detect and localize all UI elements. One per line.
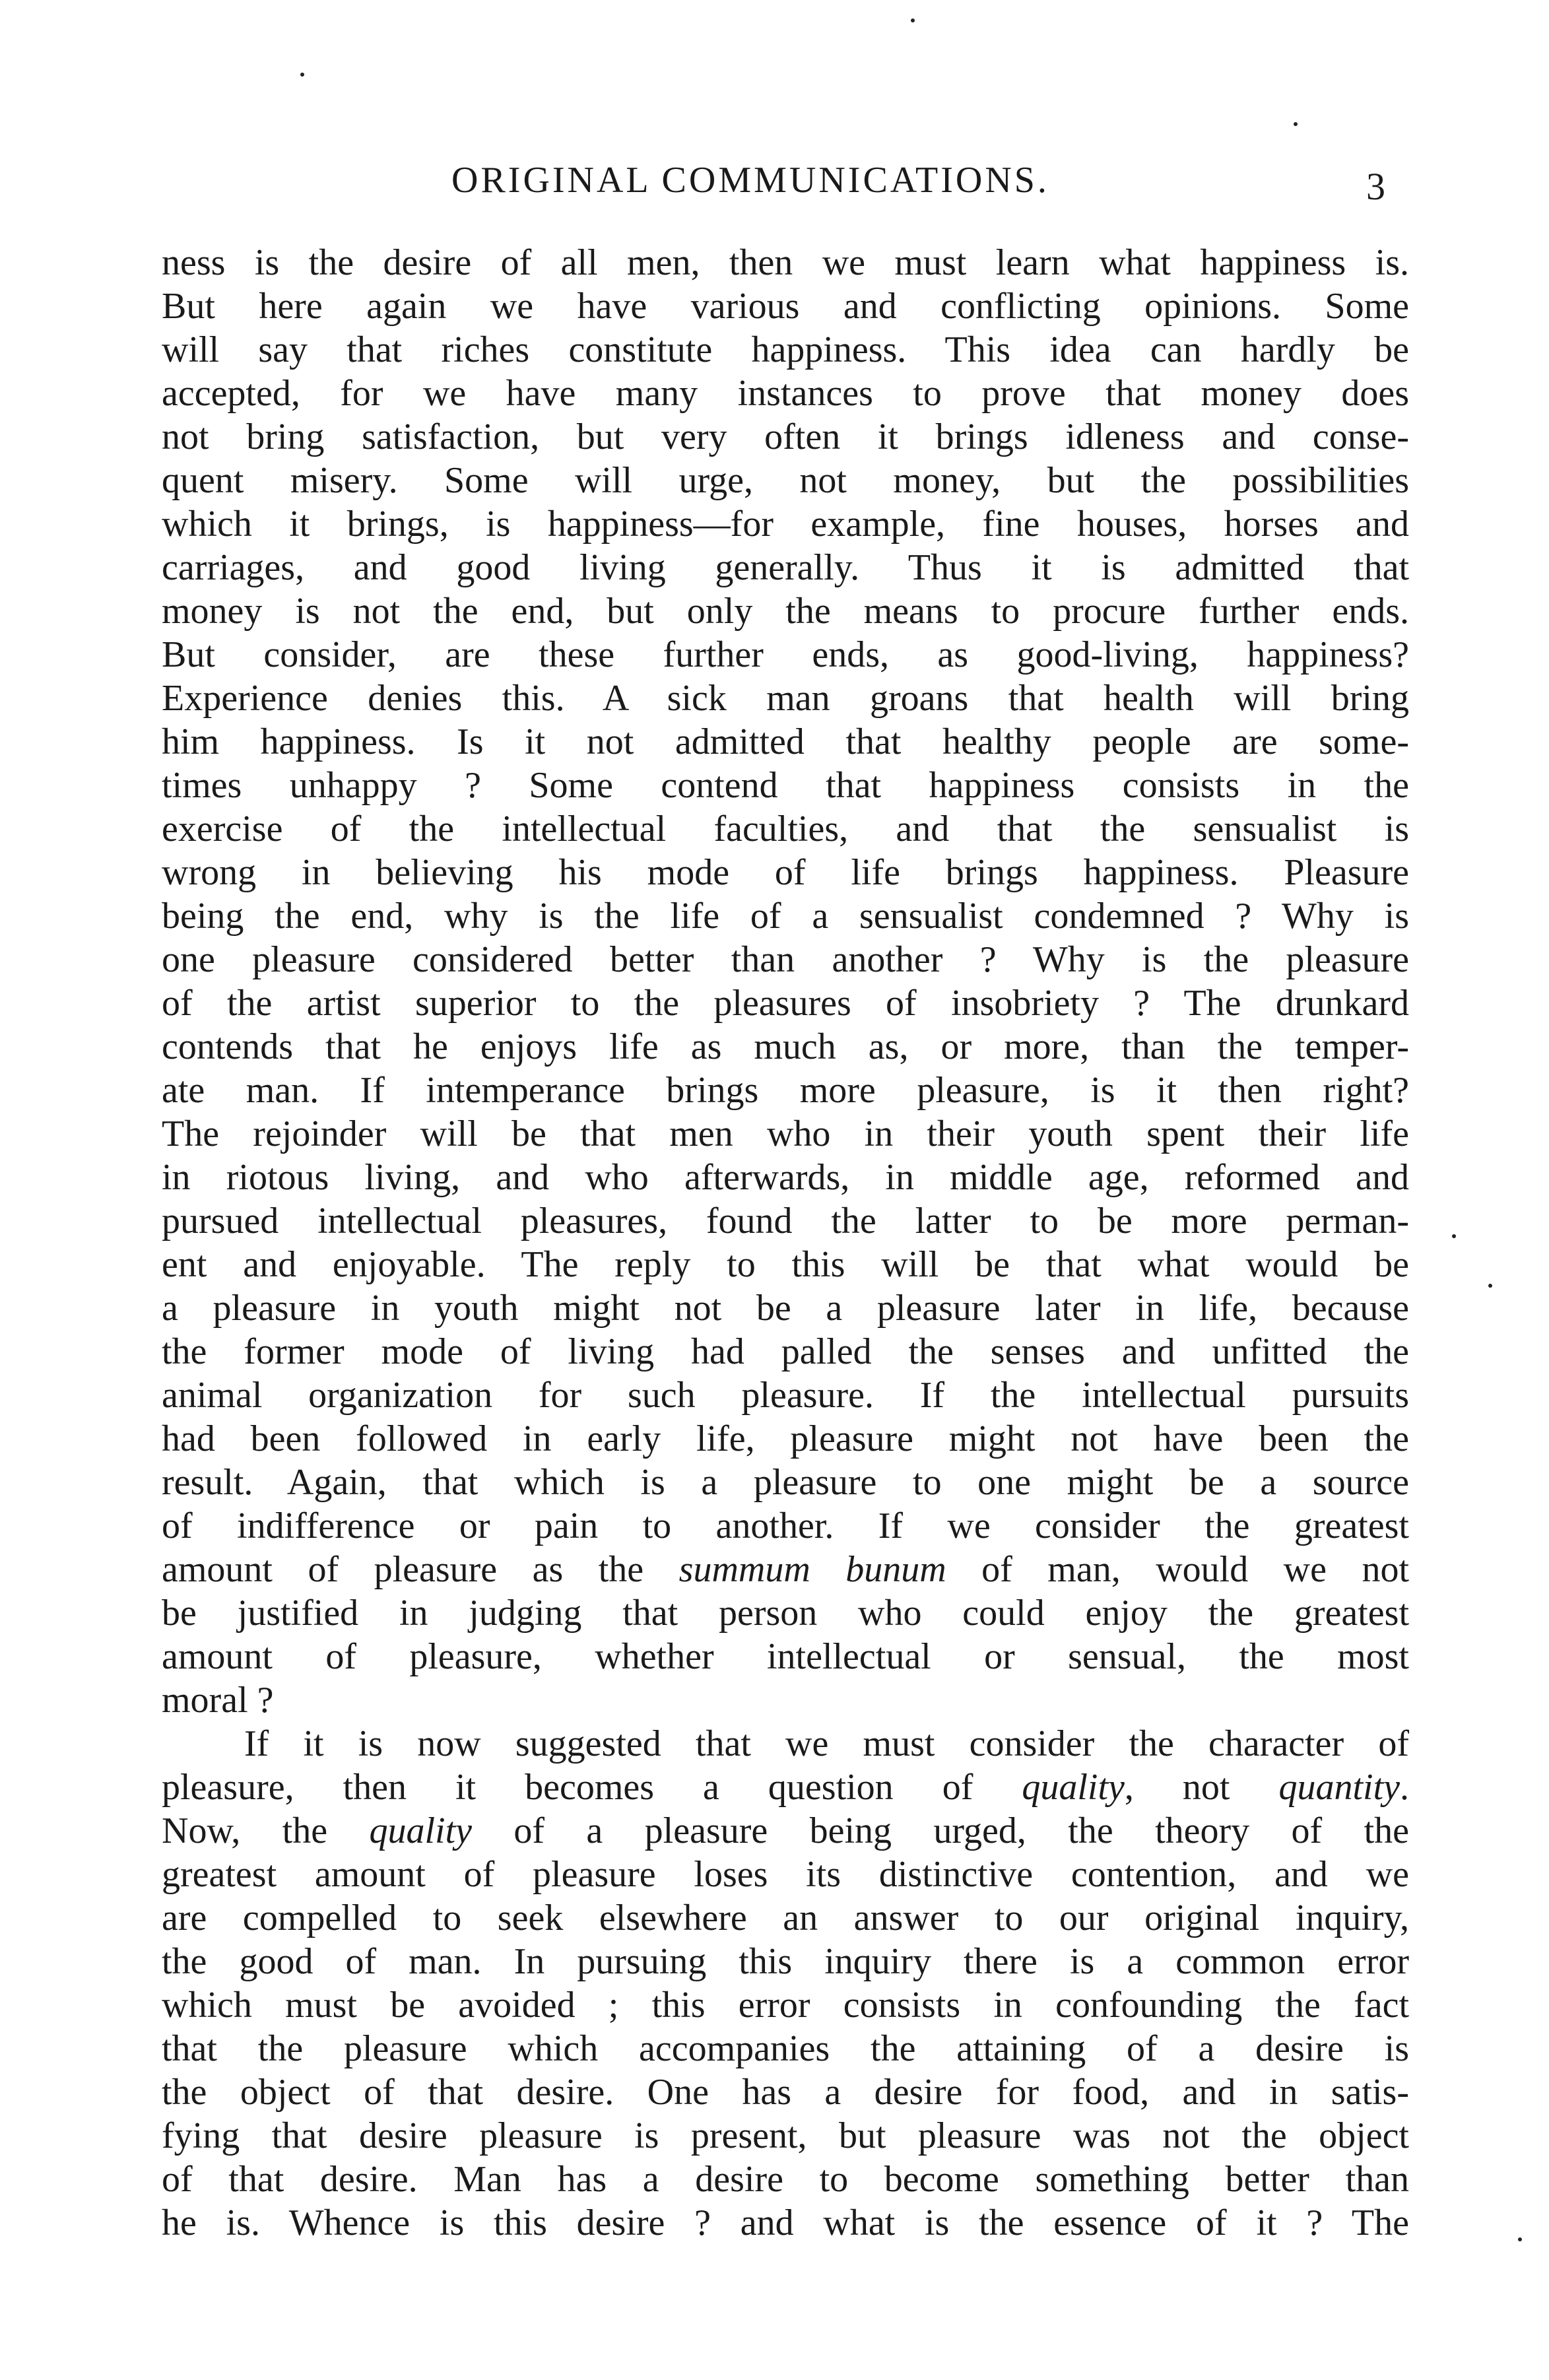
text-run: amount of pleasure as the xyxy=(162,1549,679,1590)
text-line: ate man. If intemperance brings more pleasure, is it then right? xyxy=(162,1070,1409,1111)
text-run: Now, the xyxy=(162,1810,370,1851)
text-line: money is not the end, but only the means to procure further ends. xyxy=(162,591,1409,632)
page-number: 3 xyxy=(1366,165,1385,208)
text-line: a pleasure in youth might not be a pleasure later in life, because xyxy=(162,1288,1409,1329)
text-line: fying that desire pleasure is present, but pleasure was not the object xyxy=(162,2115,1409,2156)
text-line: not bring satisfaction, but very often it brings idleness and conse- xyxy=(162,416,1409,457)
text-line: result. Again, that which is a pleasure to one might be a source xyxy=(162,1462,1409,1503)
text-line xyxy=(162,1766,1409,1809)
text-line: But here again we have various and conflicting opinions. Some xyxy=(162,286,1409,327)
text-line: of the artist superior to the pleasures of insobriety ? The drunkard xyxy=(162,983,1409,1024)
print-speck xyxy=(911,18,915,22)
text-line: being the end, why is the life of a sensualist condemned ? Why is xyxy=(162,896,1409,937)
text-line: which must be avoided ; this error consists in confounding the fact xyxy=(162,1985,1409,2026)
text-line: carriages, and good living generally. Thus it is admitted that xyxy=(162,547,1409,588)
emphasis-quality: quality xyxy=(1022,1767,1125,1808)
text-line: be justified in judging that person who could enjoy the greatest xyxy=(162,1593,1409,1634)
print-speck xyxy=(1488,1284,1492,1288)
text-line: The rejoinder will be that men who in their youth spent their life xyxy=(162,1113,1409,1154)
running-head xyxy=(0,157,1549,208)
text-line: he is. Whence is this desire ? and what is the essence of it ? The xyxy=(162,2202,1409,2243)
text-run: of a pleasure being urged, the theory of the xyxy=(471,1810,1410,1851)
text-run: of man, would we not xyxy=(946,1549,1410,1590)
print-speck xyxy=(300,73,304,77)
text-line: pursued intellectual pleasures, found the latter to be more perman- xyxy=(162,1201,1409,1241)
text-line xyxy=(162,1548,1409,1591)
text-line: But consider, are these further ends, as good-living, happiness? xyxy=(162,634,1409,675)
text-line: amount of pleasure, whether intellectual or sensual, the most xyxy=(162,1636,1409,1677)
text-line: him happiness. Is it not admitted that healthy people are some- xyxy=(162,721,1409,762)
paragraph-start-line: If it is now suggested that we must consider the character of xyxy=(244,1723,1409,1764)
text-line: animal organization for such pleasure. If the intellectual pursuits xyxy=(162,1375,1409,1416)
text-line: of that desire. Man has a desire to become something better than xyxy=(162,2159,1409,2200)
text-line: that the pleasure which accompanies the attaining of a desire is xyxy=(162,2028,1409,2069)
running-title: ORIGINAL COMMUNICATIONS. xyxy=(451,160,1049,201)
text-line: had been followed in early life, pleasure might not have been the xyxy=(162,1418,1409,1459)
text-run: . xyxy=(1400,1767,1409,1808)
emphasis-quantity: quantity xyxy=(1278,1767,1400,1808)
text-run: pleasure, then it becomes a question of xyxy=(162,1767,1022,1808)
text-line xyxy=(162,1809,1409,1853)
text-line: ent and enjoyable. The reply to this will be that what would be xyxy=(162,1244,1409,1285)
text-line: in riotous living, and who afterwards, in middle age, reformed and xyxy=(162,1157,1409,1198)
text-line: the former mode of living had palled the senses and unfitted the xyxy=(162,1331,1409,1372)
print-speck xyxy=(1518,2237,1522,2241)
text-line: the object of that desire. One has a desire for food, and in satis- xyxy=(162,2072,1409,2113)
paragraph-end-line: moral ? xyxy=(162,1680,274,1721)
text-line: accepted, for we have many instances to prove that money does xyxy=(162,373,1409,414)
latin-phrase: summum bunum xyxy=(678,1549,946,1590)
print-speck xyxy=(1294,122,1298,126)
text-line: Experience denies this. A sick man groans that health will bring xyxy=(162,678,1409,719)
text-line: times unhappy ? Some contend that happiness consists in the xyxy=(162,765,1409,806)
text-line: of indifference or pain to another. If we consider the greatest xyxy=(162,1505,1409,1546)
text-line: quent misery. Some will urge, not money, but the possibilities xyxy=(162,460,1409,501)
text-line: are compelled to seek elsewhere an answer to our original inquiry, xyxy=(162,1898,1409,1938)
text-line: exercise of the intellectual faculties, and that the sensualist is xyxy=(162,809,1409,849)
emphasis-quality: quality xyxy=(369,1810,472,1851)
text-line: contends that he enjoys life as much as, or more, than the temper- xyxy=(162,1026,1409,1067)
print-speck xyxy=(1452,1234,1456,1238)
text-line: one pleasure considered better than another ? Why is the pleasure xyxy=(162,939,1409,980)
text-line: ness is the desire of all men, then we must learn what happiness is. xyxy=(162,242,1409,283)
text-run: , not xyxy=(1124,1767,1279,1808)
text-line: greatest amount of pleasure loses its distinctive contention, and we xyxy=(162,1854,1409,1895)
text-line: will say that riches constitute happiness. This idea can hardly be xyxy=(162,329,1409,370)
text-line: wrong in believing his mode of life brings happiness. Pleasure xyxy=(162,852,1409,893)
text-line: the good of man. In pursuing this inquiry there is a common error xyxy=(162,1941,1409,1982)
text-line: which it brings, is happiness—for example, fine houses, horses and xyxy=(162,504,1409,545)
